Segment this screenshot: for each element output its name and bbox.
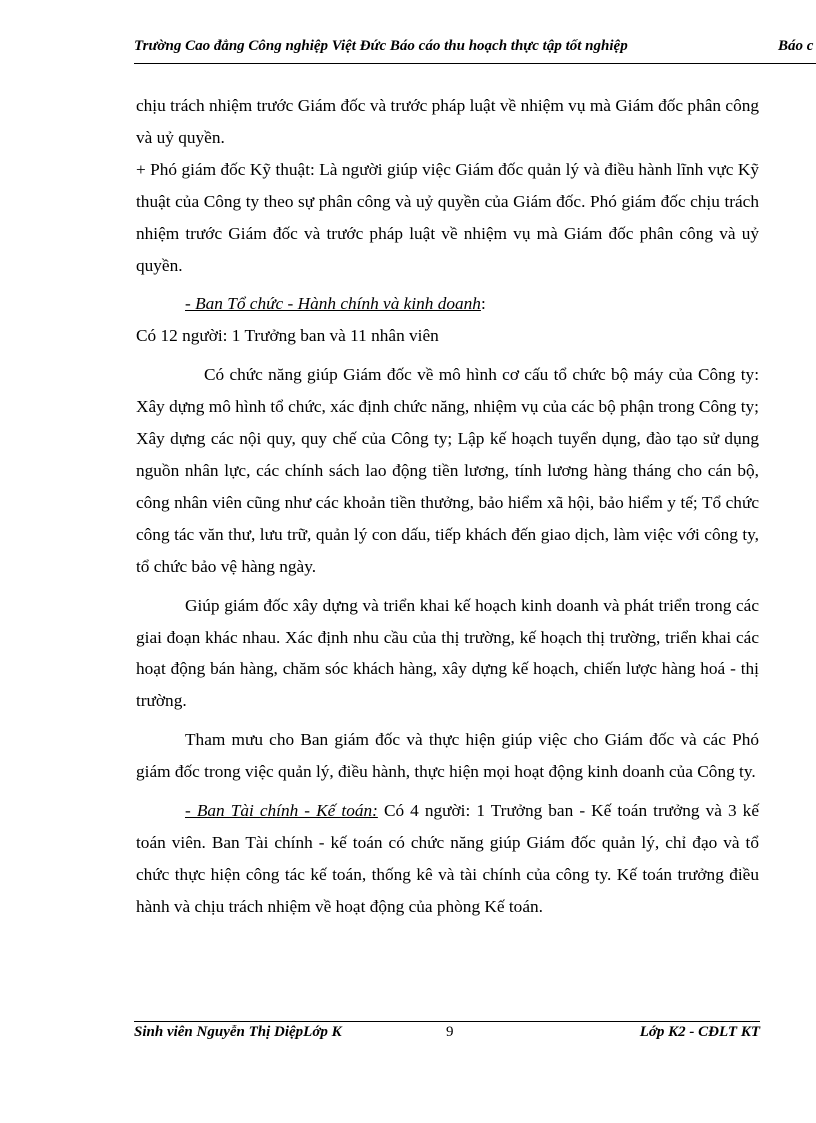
footer-student: Sinh viên Nguyễn Thị DiệpLớp K [134,1024,342,1040]
section-heading-1 [136,288,759,320]
paragraph-2: + Phó giám đốc Kỹ thuật: Là người giúp việc Giám đốc quản lý và điều hành lĩnh vực Kỹ thuật của Công ty theo sự phân công và uỷ quyền của Giám đốc. Phó giám đốc chịu trách nhiệm trước Giám đốc và trước pháp luật về nhiệm vụ mà Giám đốc phân công và uỷ quyền. [136,159,759,275]
footer-rule [134,1021,760,1022]
spacer [136,583,759,590]
header-rule [134,63,816,64]
paragraph-6: Tham mưu cho Ban giám đốc và thực hiện giúp việc cho Giám đốc và các Phó giám đốc trong việc quản lý, điều hành, thực hiện mọi hoạt động kinh doanh của Công ty. [136,730,759,782]
paragraph-5: Giúp giám đốc xây dựng và triển khai kế hoạch kinh doanh và phát triển trong các giai đoạn khác nhau. Xác định nhu cầu của thị trường, kế hoạch thị trường, triển khai các hoạt động bán hàng, chăm sóc khách hàng, xây dựng kế hoạch, chiến lược hàng hoá - thị trường. [136,595,759,711]
paragraph-7-text: Có 4 người: 1 Trưởng ban - Kế toán trưởng và 3 kế toán viên. Ban Tài chính - kế toán có chức năng giúp Giám đốc quản lý, chỉ đạo và tổ chức thực hiện công tác kế toán, thống kê và tài chính của công ty. Kế toán trưởng điều hành và chịu trách nhiệm về hoạt động của phòng Kế toán. [136,801,759,916]
paragraph-3: Có 12 người: 1 Trưởng ban và 11 nhân viên [136,326,439,346]
header-title-cut: Báo c [778,38,814,54]
document-body [136,90,759,923]
paragraph-4: Có chức năng giúp Giám đốc về mô hình cơ cấu tổ chức bộ máy của Công ty: Xây dựng mô hình tổ chức, xác định chức năng, nhiệm vụ của các bộ phận trong Công ty; Xây dựng các nội quy, quy chế của Công ty; Lập kế hoạch tuyển dụng, đào tạo sử dụng nguồn nhân lực, các chính sách lao động tiền lương, tính lương hàng tháng cho cán bộ, công nhân viên cũng như các khoản tiền thưởng, bảo hiểm xã hội, bảo hiểm y tế; Tổ chức công tác văn thư, lưu trữ, quản lý con dấu, tiếp khách đến giao dịch, làm việc với công ty, tổ chức bảo vệ hàng ngày. [136,365,759,576]
spacer [136,281,759,288]
section-heading-1-colon: : [480,294,486,314]
spacer [136,788,759,795]
section-heading-2: - Ban Tài chính - Kế toán: [185,801,378,821]
footer-class: Lớp K2 - CĐLT KT [639,1024,760,1040]
spacer [136,352,759,359]
spacer [136,717,759,724]
page-number: 9 [446,1024,454,1040]
paragraph-7 [136,795,759,923]
page-header [134,38,816,60]
header-title: Trường Cao đẳng Công nghiệp Việt Đức Báo cáo thu hoạch thực tập tốt nghiệp [134,38,628,54]
paragraph-1: chịu trách nhiệm trước Giám đốc và trước pháp luật về nhiệm vụ mà Giám đốc phân công và uỷ quyền. [136,96,759,147]
page-footer [134,1024,760,1046]
section-heading-1-text: - Ban Tổ chức - Hành chính và kinh doanh [185,294,481,314]
